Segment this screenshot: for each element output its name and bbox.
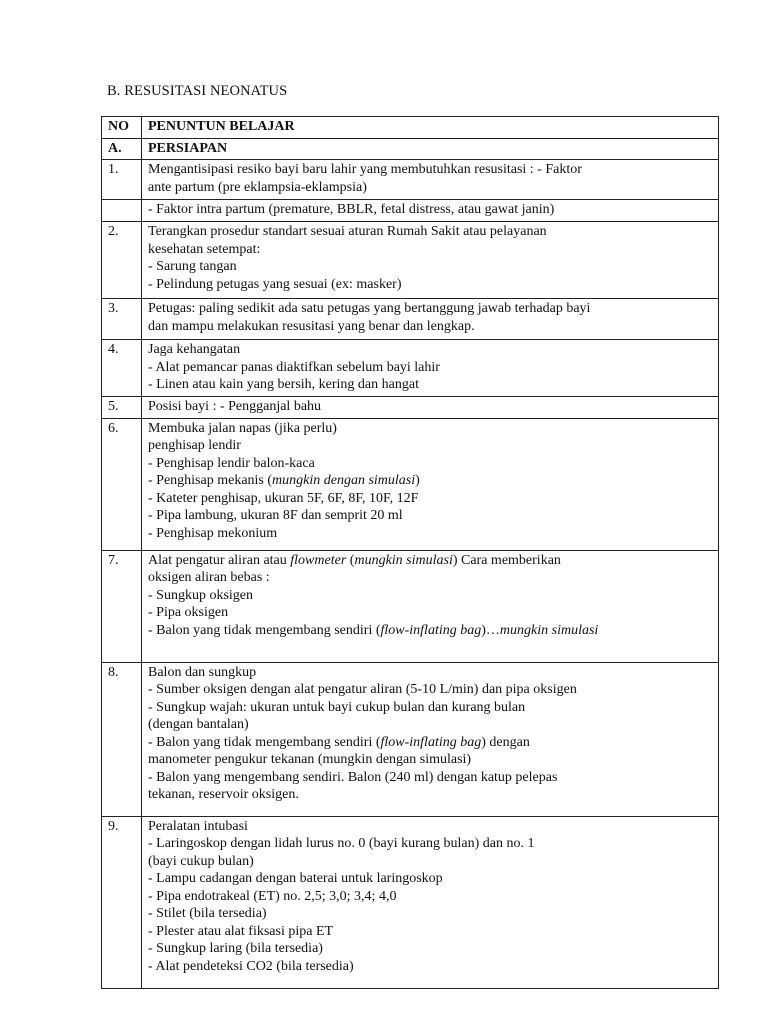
row-number: 7. xyxy=(102,550,142,662)
row-number: 8. xyxy=(102,662,142,816)
row-line: - Balon yang mengembang sendiri. Balon (240 ml) dengan katup pelepas xyxy=(148,769,558,785)
section-number: A. xyxy=(102,138,142,160)
row-text xyxy=(142,299,719,340)
italic-text: mungkin simulasi xyxy=(499,622,599,638)
row-text xyxy=(142,222,719,299)
row-line: - Pipa oksigen xyxy=(148,605,229,620)
row-line: - Alat pemancar panas diaktifkan sebelum bayi lahir xyxy=(148,359,440,375)
row-number: 2. xyxy=(102,222,142,299)
line-text: - Balon yang tidak mengembang sendiri ( xyxy=(148,734,381,750)
line-text: - Balon yang tidak mengembang sendiri ( xyxy=(148,622,381,638)
italic-text: mungkin dengan simulasi xyxy=(272,473,416,488)
row-line: - Linen atau kain yang bersih, kering dan hangat xyxy=(148,377,419,392)
row-line xyxy=(148,472,712,490)
row-line: Posisi bayi : - Pengganjal bahu xyxy=(148,399,322,414)
section-title: PERSIAPAN xyxy=(142,138,719,160)
row-text xyxy=(142,418,719,550)
table-row xyxy=(102,340,719,397)
row-line: - Sungkup oksigen xyxy=(148,587,253,603)
row-line: - Laringoskop dengan lidah lurus no. 0 (bayi kurang bulan) dan no. 1 xyxy=(148,836,535,851)
row-text xyxy=(142,397,719,419)
row-line: - Alat pendeteksi CO2 (bila tersedia) xyxy=(148,958,354,974)
page-title: B. RESUSITASI NEONATUS xyxy=(107,83,288,99)
italic-text: mungkin simulasi xyxy=(354,552,453,568)
learning-guide-table xyxy=(101,116,719,989)
row-line: - Pelindung petugas yang sesuai (ex: masker) xyxy=(148,276,402,292)
row-line: - Sumber oksigen dengan alat pengatur aliran (5-10 L/min) dan pipa oksigen xyxy=(148,682,577,697)
row-line: dan mampu melakukan resusitasi yang benar dan lengkap. xyxy=(148,318,475,334)
row-line: kesehatan setempat: xyxy=(148,241,261,257)
row-line: Peralatan intubasi xyxy=(148,818,248,834)
italic-text: flow-inflating bag xyxy=(380,734,482,750)
row-line: Petugas: paling sedikit ada satu petugas yang bertanggung jawab terhadap bayi xyxy=(148,301,591,316)
row-line: (dengan bantalan) xyxy=(148,717,249,732)
table-row xyxy=(102,160,719,200)
row-number: 4. xyxy=(102,340,142,397)
table-row xyxy=(102,397,719,419)
row-line: - Stilet (bila tersedia) xyxy=(148,906,267,921)
row-line xyxy=(148,734,712,752)
row-line: - Penghisap mekonium xyxy=(148,525,278,541)
row-line: manometer pengukur tekanan (mungkin dengan simulasi) xyxy=(148,752,472,767)
row-number: 9. xyxy=(102,816,142,988)
row-line xyxy=(148,552,712,570)
row-line: - Kateter penghisap, ukuran 5F, 6F, 8F, 10F, 12F xyxy=(148,490,419,506)
row-line: Membuka jalan napas (jika perlu) xyxy=(148,420,337,436)
italic-text: flowmeter xyxy=(290,552,347,568)
row-number: 5. xyxy=(102,397,142,419)
line-text: ( xyxy=(346,552,355,568)
row-line: - Faktor intra partum (premature, BBLR, fetal distress, atau gawat janin) xyxy=(148,202,555,217)
row-text xyxy=(142,160,719,200)
row-text xyxy=(142,662,719,816)
row-line xyxy=(148,622,712,640)
row-text xyxy=(142,200,719,222)
table-header-row xyxy=(102,117,719,139)
line-text: )… xyxy=(481,622,500,638)
row-line: tekanan, reservoir oksigen. xyxy=(148,787,299,802)
line-text: - Penghisap mekanis ( xyxy=(148,473,273,488)
row-number: 1. xyxy=(102,160,142,200)
row-line: ante partum (pre eklampsia-eklampsia) xyxy=(148,179,367,195)
table-row xyxy=(102,816,719,988)
row-line: Jaga kehangatan xyxy=(148,342,241,357)
row-line: - Sungkup wajah: ukuran untuk bayi cukup bulan dan kurang bulan xyxy=(148,699,526,715)
table-row xyxy=(102,662,719,816)
row-line: Terangkan prosedur standart sesuai aturan Rumah Sakit atau pelayanan xyxy=(148,224,547,239)
table-row xyxy=(102,299,719,340)
row-text xyxy=(142,550,719,662)
row-line: Mengantisipasi resiko bayi baru lahir yang membutuhkan resusitasi : - Faktor xyxy=(148,162,582,177)
row-line: - Penghisap lendir balon-kaca xyxy=(148,455,315,471)
table-row xyxy=(102,418,719,550)
italic-text: flow-inflating bag xyxy=(380,622,482,638)
line-text: ) Cara memberikan xyxy=(452,552,561,568)
row-line: - Pipa lambung, ukuran 8F dan semprit 20 ml xyxy=(148,508,403,523)
row-text xyxy=(142,340,719,397)
section-row xyxy=(102,138,719,160)
column-header-no: NO xyxy=(102,117,142,139)
row-line: - Lampu cadangan dengan baterai untuk laringoskop xyxy=(148,871,443,886)
row-line: - Plester atau alat fiksasi pipa ET xyxy=(148,923,334,939)
row-line: - Sarung tangan xyxy=(148,259,237,274)
row-text xyxy=(142,816,719,988)
row-number: 6. xyxy=(102,418,142,550)
table-row xyxy=(102,222,719,299)
table-row xyxy=(102,550,719,662)
line-text: ) dengan xyxy=(481,734,530,750)
row-line: - Sungkup laring (bila tersedia) xyxy=(148,941,323,956)
row-line: - Pipa endotrakeal (ET) no. 2,5; 3,0; 3,4; 4,0 xyxy=(148,888,397,904)
line-text: ) xyxy=(415,473,420,488)
row-line: oksigen aliran bebas : xyxy=(148,570,270,585)
row-number: 3. xyxy=(102,299,142,340)
table-row xyxy=(102,200,719,222)
row-line: penghisap lendir xyxy=(148,438,241,453)
row-number xyxy=(102,200,142,222)
row-line: Balon dan sungkup xyxy=(148,664,257,680)
column-header-guide: PENUNTUN BELAJAR xyxy=(142,117,719,139)
line-text: Alat pengatur aliran atau xyxy=(148,552,291,568)
row-line: (bayi cukup bulan) xyxy=(148,853,254,869)
